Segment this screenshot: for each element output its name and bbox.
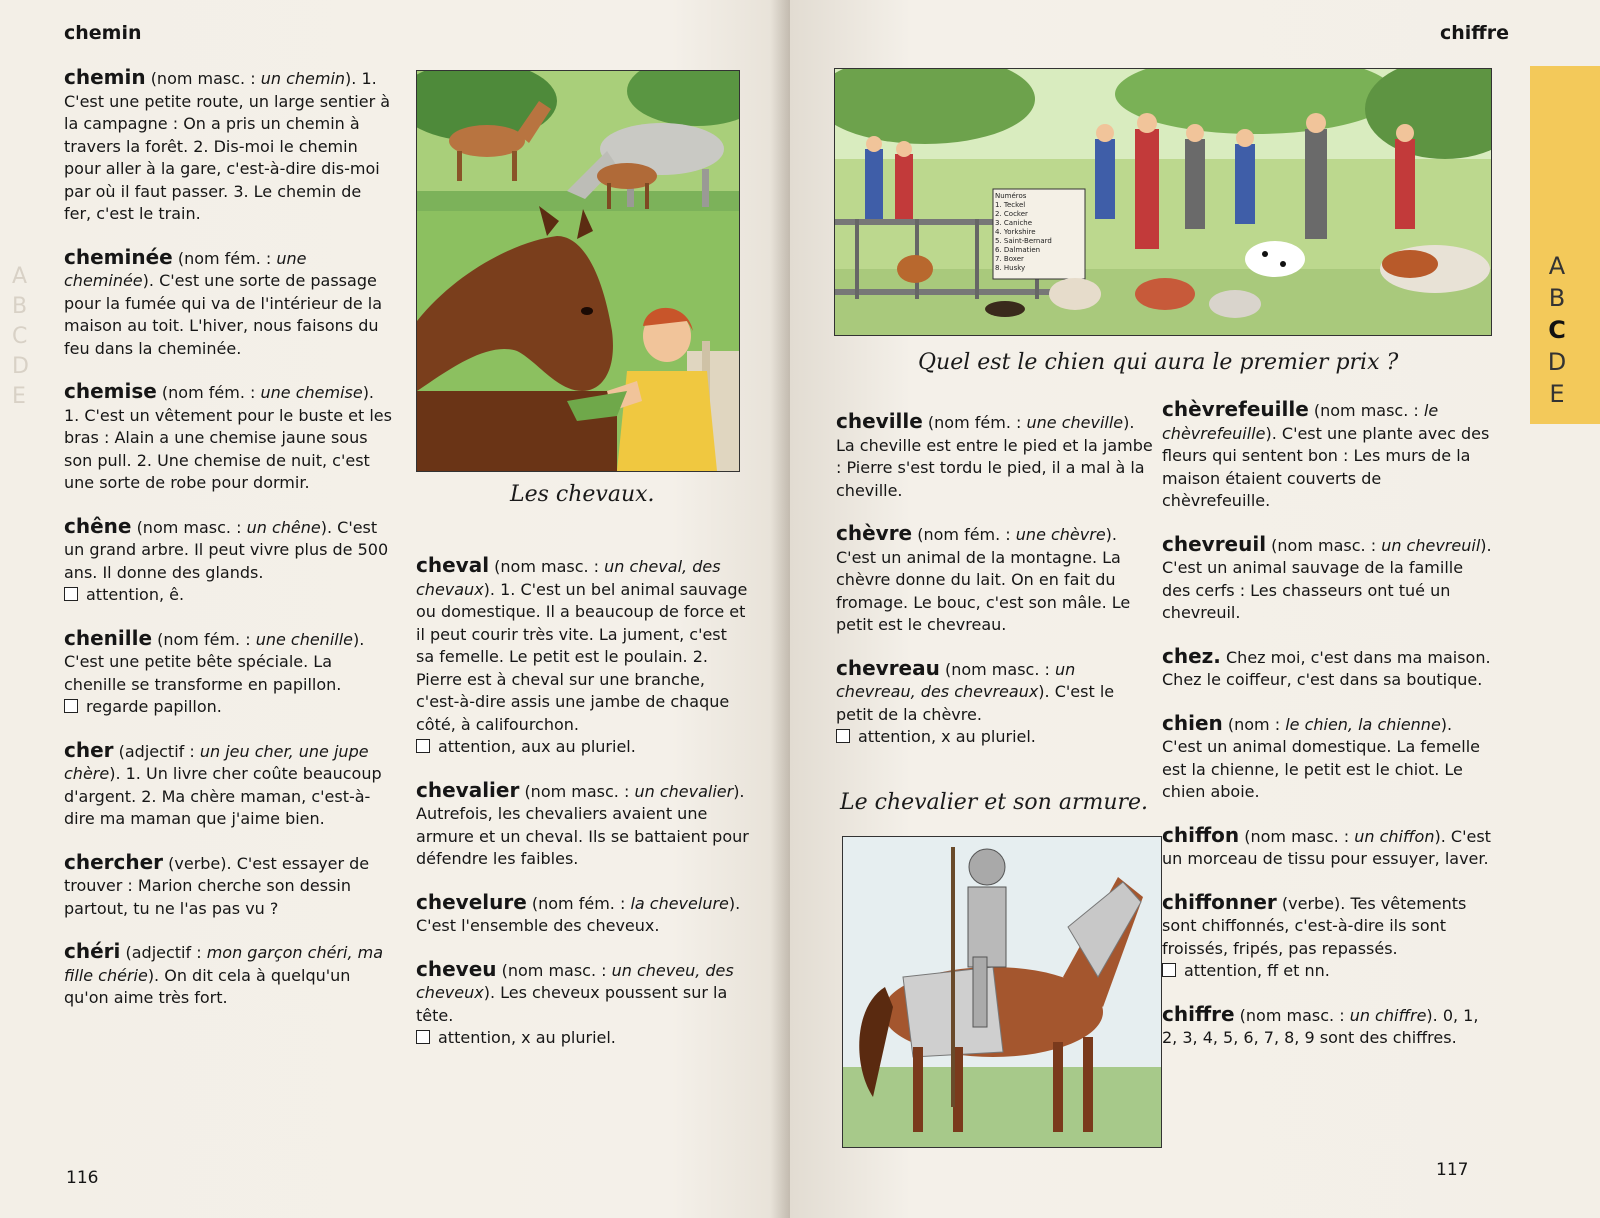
entry-cheri	[64, 940, 392, 1010]
tab-letter-c[interactable]: C	[1548, 316, 1566, 344]
gram-example: un jeu cher, une jupe chère	[64, 741, 369, 783]
gram-example: une cheminée	[64, 248, 307, 290]
headword: chevalier	[416, 777, 520, 802]
definition: Autrefois, les chevaliers avaient une armure et un cheval. Ils se battaient pour défendre les faibles.	[416, 804, 749, 868]
definition: C'est une sorte de passage pour la fumée qui va de l'intérieur de la maison au toit. L'hiver, nous faisons du feu dans la cheminée.	[64, 271, 383, 358]
page-number-right: 117	[1436, 1160, 1469, 1180]
headword: cheville	[836, 409, 923, 433]
definition: 1. C'est un vêtement pour le buste et les bras : Alain a une chemise jaune sous son pull. 2. Une chemise de nuit, c'est une sorte de robe pour dormir.	[64, 405, 392, 492]
knight-illustration	[842, 836, 1162, 1148]
gram: (nom fém. :	[531, 893, 631, 913]
gram: (verbe).	[168, 853, 232, 873]
entry-cheville	[836, 410, 1156, 502]
gram-example: un chevalier	[634, 781, 734, 801]
definition: C'est un morceau de tissu pour essuyer, laver.	[1162, 826, 1491, 868]
gram: (adjectif :	[118, 741, 200, 761]
gram-example: un chemin	[260, 69, 346, 88]
headword: chemise	[64, 379, 157, 403]
entry-chevreau	[836, 657, 1156, 749]
definition: C'est l'ensemble des cheveux.	[416, 916, 660, 935]
gram-end: ).	[109, 764, 121, 783]
headword: cheminée	[64, 244, 173, 269]
gram: (nom fém. :	[927, 413, 1027, 432]
headword: chez.	[1162, 643, 1221, 668]
running-head-left: chemin	[64, 22, 142, 44]
show-through-letters: A B C D E	[12, 264, 29, 409]
gram: (nom masc. :	[494, 557, 605, 576]
headword: cher	[64, 737, 114, 762]
entry-chemise	[64, 380, 392, 495]
dog-show-drawing	[835, 69, 1491, 335]
alphabet-tab-letters	[1537, 250, 1577, 410]
definition: 0, 1, 2, 3, 4, 5, 6, 7, 8, 9 sont des chiffres.	[1162, 1005, 1479, 1047]
entry-chene	[64, 515, 392, 607]
right-column-1	[836, 410, 1156, 769]
right-column-2	[1162, 398, 1492, 1070]
note: attention, ê.	[86, 585, 185, 604]
entry-chez	[1162, 645, 1492, 692]
entry-cher	[64, 739, 392, 831]
entry-chevreuil	[1162, 533, 1492, 625]
headword: chèvre	[836, 521, 913, 545]
horses-drawing	[417, 71, 739, 471]
left-column-2	[416, 554, 750, 1070]
entry-chiffon	[1162, 824, 1492, 871]
note: attention, aux au pluriel.	[438, 737, 636, 756]
gram-end: ).	[320, 517, 333, 537]
definition: On dit cela à quelqu'un qu'on aime très fort.	[64, 965, 351, 1007]
entry-chevelure	[416, 891, 750, 938]
note: attention, x au pluriel.	[858, 727, 1036, 746]
gram-example: un chevreuil	[1381, 535, 1481, 555]
gram: (nom :	[1227, 714, 1286, 734]
checkbox-icon	[64, 699, 78, 713]
gram-end: ).	[483, 579, 495, 599]
definition: C'est le petit de la chèvre.	[836, 682, 1115, 724]
definition: C'est un grand arbre. Il peut vivre plus de 500 ans. Il donne des glands.	[64, 517, 389, 582]
headword: chèvrefeuille	[1162, 397, 1309, 421]
definition: C'est un animal sauvage de la famille des cerfs : Les chasseurs ont tué un chevreuil.	[1162, 558, 1464, 622]
checkbox-icon	[836, 729, 850, 743]
gram: (nom masc. :	[1239, 1005, 1350, 1025]
sign-line: 5. Saint-Bernard	[995, 237, 1052, 245]
gram-end: ).	[353, 629, 365, 649]
gram-example: une chèvre	[1015, 525, 1106, 544]
definition: 1. C'est une petite route, un large sentier à la campagne : On a pris un chemin à travers la forêt. 2. Dis-moi le chemin pour aller à la gare, c'est-à-dire dis-moi par où il faut passer. 3. Le chemin de fer, c'est le train.	[64, 69, 391, 223]
gram: (nom fém. :	[157, 629, 256, 649]
checkbox-icon	[416, 1030, 430, 1044]
gram-end: ).	[1105, 525, 1117, 544]
tab-letter-b[interactable]: B	[1548, 284, 1566, 312]
definition: 1. C'est un bel animal sauvage ou domestique. Il a beaucoup de force et il peut courir très vite. La jument, c'est sa femelle. Le petit est le poulain. 2. Pierre est à cheval sur une branche, c'est-à-dire assis une jambe de chaque côté, à califourchon.	[416, 579, 748, 734]
gram-end: ).	[1038, 682, 1050, 701]
entry-chiffre	[1162, 1003, 1492, 1050]
entry-chevrefeuille	[1162, 398, 1492, 513]
headword: chiffon	[1162, 822, 1240, 847]
gram-end: ).	[345, 69, 357, 88]
gram-end: ).	[147, 965, 160, 985]
sign-line: 4. Yorkshire	[995, 228, 1036, 236]
note: regarde papillon.	[86, 697, 222, 716]
gram-end: ).	[1426, 1005, 1438, 1025]
sign-line: 2. Cocker	[995, 210, 1028, 218]
running-head-right: chiffre	[1440, 22, 1509, 44]
definition: C'est une plante avec des fleurs qui sentent bon : Les murs de la maison étaient couverts de chèvrefeuille.	[1162, 423, 1490, 510]
note: attention, ff et nn.	[1184, 961, 1330, 980]
headword: chercher	[64, 849, 164, 874]
breed-sign	[995, 192, 1085, 273]
headword: chiffre	[1162, 1001, 1235, 1026]
definition: Tes vêtements sont chiffonnés, c'est-à-dire ils sont froissés, fripés, pas repassés.	[1162, 893, 1467, 958]
definition: 1. Un livre cher coûte beaucoup d'argent. 2. Ma chère maman, c'est-à-dire ma maman que j'aime bien.	[64, 764, 382, 828]
sign-line: 6. Dalmatien	[995, 246, 1041, 254]
gram-example: le chien, la chienne	[1285, 714, 1441, 734]
headword: chevreuil	[1162, 531, 1267, 556]
entry-cheveu	[416, 958, 750, 1050]
headword: cheval	[416, 553, 490, 577]
tab-letter-a[interactable]: A	[1548, 252, 1566, 280]
left-column-1	[64, 66, 392, 1030]
entry-chevalier	[416, 779, 750, 871]
definition: Chez moi, c'est dans ma maison. Chez le coiffeur, c'est dans sa boutique.	[1162, 647, 1491, 689]
definition: Les cheveux poussent sur la tête.	[416, 983, 728, 1025]
entry-chercher	[64, 851, 392, 921]
gram: (nom fém. :	[917, 525, 1016, 544]
gram-example: le chèvrefeuille	[1162, 401, 1439, 443]
gram-example: une chemise	[260, 383, 363, 402]
headword: cheveu	[416, 956, 497, 981]
gram-end: ).	[733, 781, 745, 801]
gram-example: une cheville	[1026, 413, 1124, 432]
gram-end: ).	[142, 271, 154, 290]
gram: (verbe).	[1281, 893, 1346, 913]
gram-end: ).	[728, 893, 741, 913]
page-number-left: 116	[66, 1168, 99, 1188]
gram-end: ).	[362, 383, 375, 402]
sign-line: 8. Husky	[995, 264, 1026, 272]
note: attention, x au pluriel.	[438, 1028, 616, 1047]
gram-example: une chenille	[255, 629, 353, 649]
dog-show-caption: Quel est le chien qui aura le premier prix ?	[918, 350, 1399, 375]
headword: chevreau	[836, 655, 940, 680]
definition: C'est un animal de la montagne. La chèvre donne du lait. On en fait du fromage. Le bouc, c'est son mâle. Le petit est le chevreau.	[836, 547, 1131, 634]
entry-chemin	[64, 66, 392, 226]
checkbox-icon	[1162, 963, 1176, 977]
gram: (nom masc. :	[1244, 826, 1355, 846]
headword: chêne	[64, 513, 132, 538]
sign-line: 1. Teckel	[995, 201, 1026, 209]
gram-example: un chêne	[246, 517, 321, 537]
knight-caption: Le chevalier et son armure.	[840, 790, 1149, 815]
gram: (nom masc. :	[524, 781, 635, 801]
gram-example: un cheveu, des cheveux	[416, 960, 734, 1002]
entry-chiffonner	[1162, 891, 1492, 983]
gram-example: un cheval, des chevaux	[416, 557, 721, 599]
gram-end: ).	[1434, 826, 1446, 846]
gram: (nom fém. :	[161, 383, 261, 402]
entry-chevre	[836, 522, 1156, 637]
gram: (adjectif :	[125, 943, 207, 962]
definition: La cheville est entre le pied et la jambe : Pierre s'est tordu le pied, il a mal à la cheville.	[836, 435, 1153, 500]
horses-caption: Les chevaux.	[510, 482, 655, 507]
checkbox-icon	[416, 739, 430, 753]
checkbox-icon	[64, 587, 78, 601]
gram-end: ).	[1440, 714, 1453, 734]
gram-example: la chevelure	[630, 893, 729, 913]
definition: C'est essayer de trouver : Marion cherche son dessin partout, tu ne l'as pas vu ?	[64, 853, 370, 918]
knight-drawing	[843, 837, 1161, 1147]
definition: C'est une petite bête spéciale. La chenille se transforme en papillon.	[64, 652, 342, 694]
sign-line: 3. Caniche	[995, 219, 1033, 227]
headword: chemin	[64, 65, 146, 89]
gram: (nom fém. :	[177, 248, 277, 268]
entry-cheval	[416, 554, 750, 759]
entry-chien	[1162, 712, 1492, 804]
horses-illustration	[416, 70, 740, 472]
gram-example: mon garçon chéri, ma fille chérie	[64, 943, 384, 985]
headword: chenille	[64, 625, 153, 650]
entry-cheminee	[64, 246, 392, 361]
gram: (nom masc. :	[150, 69, 261, 88]
tab-letter-d[interactable]: D	[1547, 348, 1567, 376]
headword: chien	[1162, 710, 1223, 735]
right-page	[790, 0, 1600, 1218]
gram-end: ).	[1123, 413, 1135, 432]
gram: (nom masc. :	[501, 960, 612, 980]
gram: (nom masc. :	[136, 517, 247, 537]
gram-example: un chevreau, des chevreaux	[836, 659, 1076, 701]
dog-show-illustration	[834, 68, 1492, 336]
headword: chiffonner	[1162, 889, 1277, 914]
gram: (nom masc. :	[1271, 535, 1382, 555]
gram: (nom masc. :	[944, 659, 1055, 679]
gram-example: un chiffon	[1354, 826, 1435, 846]
gram-end: ).	[483, 983, 496, 1002]
gram-end: ).	[1480, 535, 1492, 555]
sign-line: Numéros	[995, 192, 1027, 200]
gram-example: un chiffre	[1349, 1005, 1427, 1025]
gram: (nom masc. :	[1313, 401, 1424, 420]
headword: chéri	[64, 939, 121, 963]
sign-line: 7. Boxer	[995, 255, 1024, 263]
tab-letter-e[interactable]: E	[1549, 380, 1565, 408]
left-page	[0, 0, 790, 1218]
definition: C'est un animal domestique. La femelle est la chienne, le petit est le chiot. Le chien aboie.	[1162, 737, 1480, 801]
headword: chevelure	[416, 889, 527, 914]
gram-end: ).	[1265, 423, 1277, 443]
entry-chenille	[64, 627, 392, 719]
